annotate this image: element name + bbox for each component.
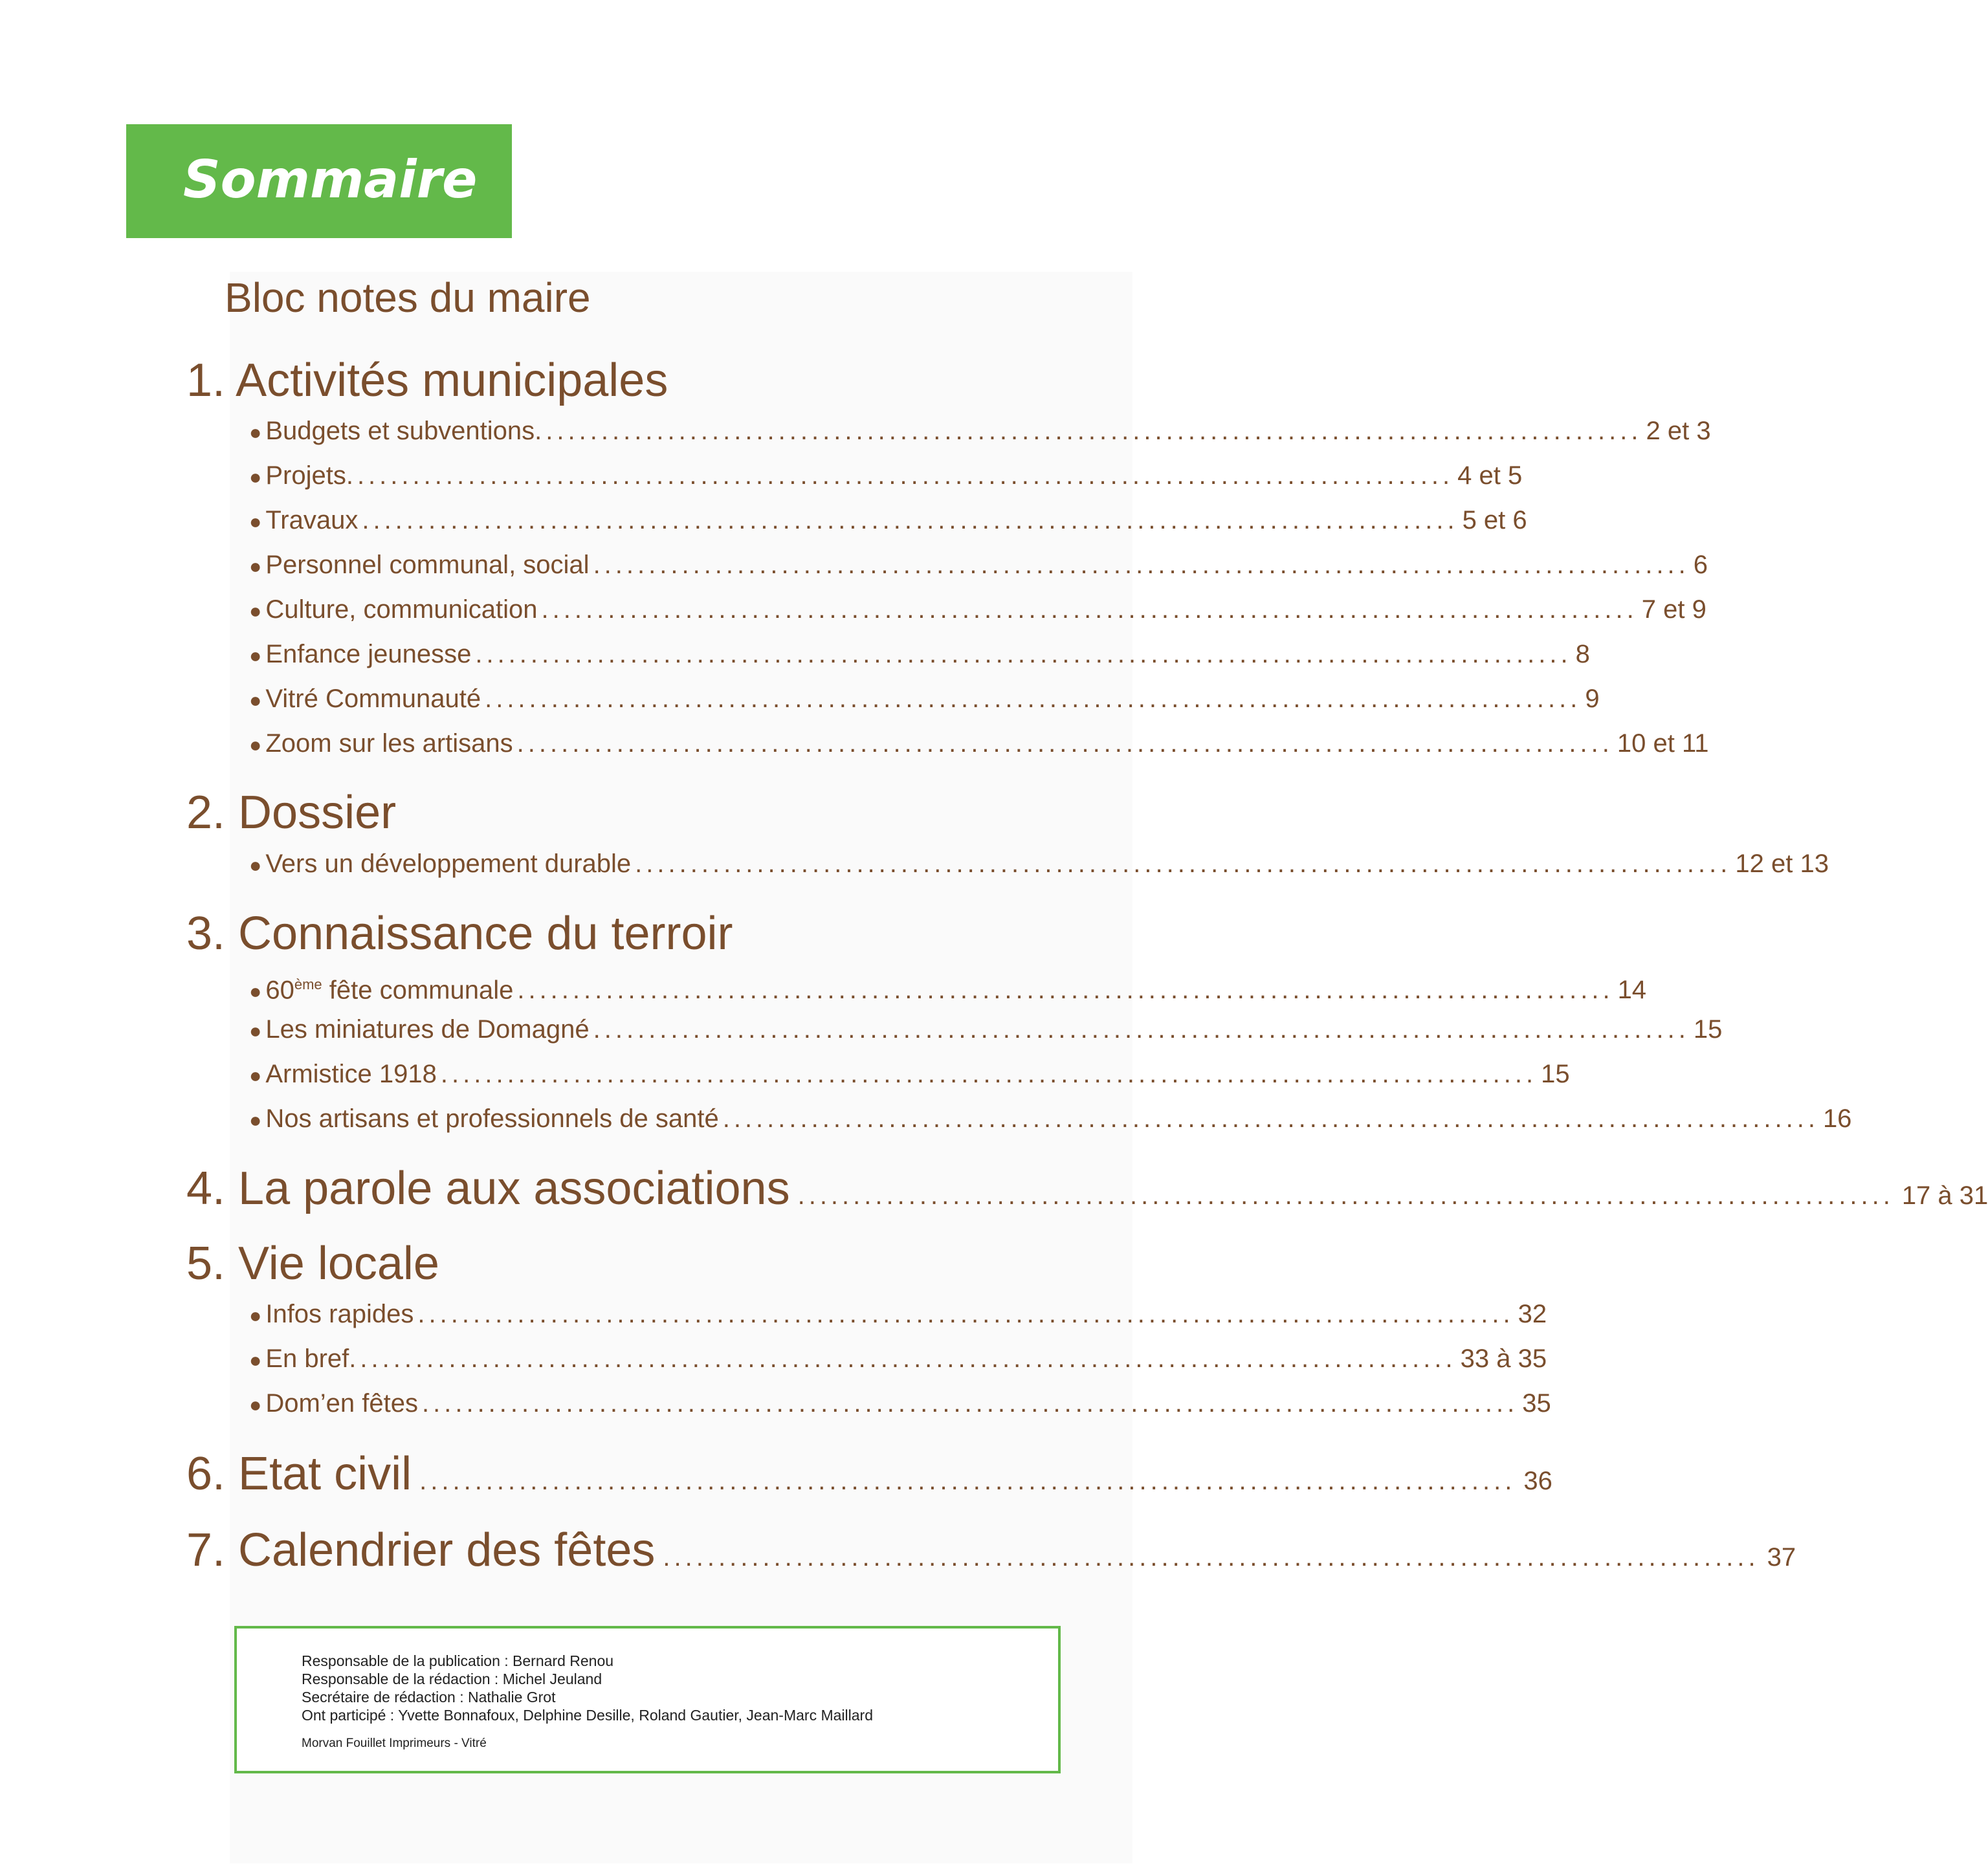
toc-label: Projets. <box>265 461 353 490</box>
bullet-icon: ● <box>249 465 262 488</box>
bullet-icon: ● <box>249 510 262 533</box>
toc-entry <box>249 502 1527 538</box>
bullet-icon: ● <box>249 1393 262 1416</box>
toc-entry <box>249 591 1706 628</box>
section-heading: 4. La parole aux associations <box>186 1163 790 1214</box>
dot-leader: ................................................................................................... <box>422 1389 1519 1418</box>
dot-leader: ................................................................................................... <box>485 685 1582 713</box>
bullet-icon: ● <box>249 599 262 622</box>
page-number: 2 et 3 <box>1646 417 1711 445</box>
page-number: 8 <box>1575 640 1590 668</box>
toc-entry <box>249 1101 1852 1137</box>
credit-line: Secrétaire de rédaction : Nathalie Grot <box>302 1689 556 1705</box>
section-heading: 1. Activités municipales <box>186 355 668 406</box>
toc-entry <box>249 846 1829 882</box>
toc-entry <box>249 413 1711 449</box>
dot-leader: ................................................................................................... <box>541 595 1638 624</box>
toc-entry <box>249 547 1708 583</box>
bullet-icon: ● <box>249 1064 262 1087</box>
page-number: 14 <box>1617 976 1647 1005</box>
dot-leader: ................................................................................................... <box>417 1300 1514 1328</box>
bullet-icon: ● <box>249 980 262 1003</box>
bullet-icon: ● <box>249 853 262 877</box>
page-number: 12 et 13 <box>1735 850 1829 878</box>
credit-line: Responsable de la publication : Bernard Renou <box>302 1652 614 1669</box>
bullet-icon: ● <box>249 421 262 444</box>
dot-leader: ................................................................................................... <box>722 1104 1819 1133</box>
toc-label: Dom’en fêtes <box>265 1389 418 1418</box>
credits-box <box>234 1626 1061 1773</box>
section-heading-row <box>186 1524 1796 1583</box>
section-heading: 2. Dossier <box>186 787 397 839</box>
toc-label: Les miniatures de Domagné <box>265 1015 590 1044</box>
dot-leader: ................................................................................................... <box>593 551 1690 579</box>
dot-leader: ................................................................................................... <box>357 461 1454 490</box>
toc-entry <box>249 1056 1570 1092</box>
section-heading-row <box>186 1448 1552 1507</box>
page-number: 35 <box>1522 1389 1551 1418</box>
toc-label: En bref. <box>265 1344 357 1373</box>
page-number: 32 <box>1518 1300 1547 1328</box>
page-number: 10 et 11 <box>1617 729 1709 758</box>
bullet-icon: ● <box>249 1019 262 1042</box>
bullet-icon: ● <box>249 644 262 667</box>
page-number: 17 à 31 <box>1901 1181 1988 1210</box>
toc-entry <box>249 967 1647 1005</box>
toc-label: Vitré Communauté <box>265 685 481 713</box>
page-number: 15 <box>1693 1015 1723 1044</box>
page-number: 36 <box>1523 1467 1552 1495</box>
dot-leader: ................................................................................................... <box>419 1467 1516 1495</box>
dot-leader: ................................................................................................... <box>797 1181 1894 1210</box>
toc-entry <box>249 1385 1551 1421</box>
bullet-icon: ● <box>249 554 262 578</box>
page-title: Sommaire <box>183 149 478 210</box>
toc-entry <box>249 681 1600 717</box>
toc-label: Culture, communication <box>265 595 538 624</box>
toc-label: Nos artisans et professionnels de santé <box>265 1104 719 1133</box>
page-number: 37 <box>1767 1543 1796 1572</box>
page-number: 7 et 9 <box>1641 595 1706 624</box>
printer-credit: Morvan Fouillet Imprimeurs - Vitré <box>302 1737 487 1750</box>
toc-entry <box>249 725 1709 762</box>
page-number: 5 et 6 <box>1462 506 1527 534</box>
dot-leader: ................................................................................................... <box>593 1015 1690 1044</box>
toc-label: Travaux <box>265 506 359 534</box>
dot-leader: ................................................................................................... <box>440 1060 1538 1088</box>
page-number: 4 et 5 <box>1457 461 1523 490</box>
section-heading: 3. Connaissance du terroir <box>186 908 733 959</box>
toc-label: Vers un développement durable <box>265 850 632 878</box>
section-heading: 5. Vie locale <box>186 1238 439 1289</box>
toc-entry <box>249 457 1523 494</box>
toc-entry <box>249 636 1590 672</box>
dot-leader: ................................................................................................... <box>663 1543 1760 1572</box>
bullet-icon: ● <box>249 733 262 756</box>
section-heading: 6. Etat civil <box>186 1448 412 1500</box>
toc-label: Enfance jeunesse <box>265 640 472 668</box>
section-heading: 7. Calendrier des fêtes <box>186 1524 656 1576</box>
dot-leader: ................................................................................................... <box>360 1344 1457 1373</box>
toc-label: Personnel communal, social <box>265 551 590 579</box>
dot-leader: ................................................................................................... <box>635 850 1732 878</box>
bullet-icon: ● <box>249 1108 262 1132</box>
toc-label: 60ème fête communale <box>265 976 514 1005</box>
page-number: 15 <box>1541 1060 1570 1088</box>
page-number: 33 à 35 <box>1460 1344 1547 1373</box>
dot-leader: ................................................................................................... <box>362 506 1459 534</box>
toc-label: Armistice 1918 <box>265 1060 437 1088</box>
dot-leader: ................................................................................................... <box>517 976 1614 1005</box>
toc-entry <box>249 1296 1547 1332</box>
credit-line: Ont participé : Yvette Bonnafoux, Delphine Desille, Roland Gautier, Jean-Marc Maillard <box>302 1707 873 1724</box>
dot-leader: ................................................................................................... <box>546 417 1642 445</box>
toc-entry <box>249 1341 1547 1377</box>
dot-leader: ................................................................................................... <box>516 729 1613 758</box>
page-number: 6 <box>1693 551 1708 579</box>
toc-label: Infos rapides <box>265 1300 414 1328</box>
title-banner <box>126 124 512 238</box>
toc-entry <box>249 1011 1723 1047</box>
bloc-notes-heading: Bloc notes du maire <box>225 274 591 321</box>
bullet-icon: ● <box>249 1348 262 1372</box>
page-number: 16 <box>1822 1104 1852 1133</box>
dot-leader: ................................................................................................... <box>475 640 1572 668</box>
bullet-icon: ● <box>249 1304 262 1327</box>
credit-line: Responsable de la rédaction : Michel Jeuland <box>302 1671 602 1687</box>
bullet-icon: ● <box>249 688 262 712</box>
toc-label: Zoom sur les artisans <box>265 729 513 758</box>
page-number: 9 <box>1585 685 1600 713</box>
section-heading-row <box>186 1163 1988 1222</box>
toc-label: Budgets et subventions. <box>265 417 542 445</box>
